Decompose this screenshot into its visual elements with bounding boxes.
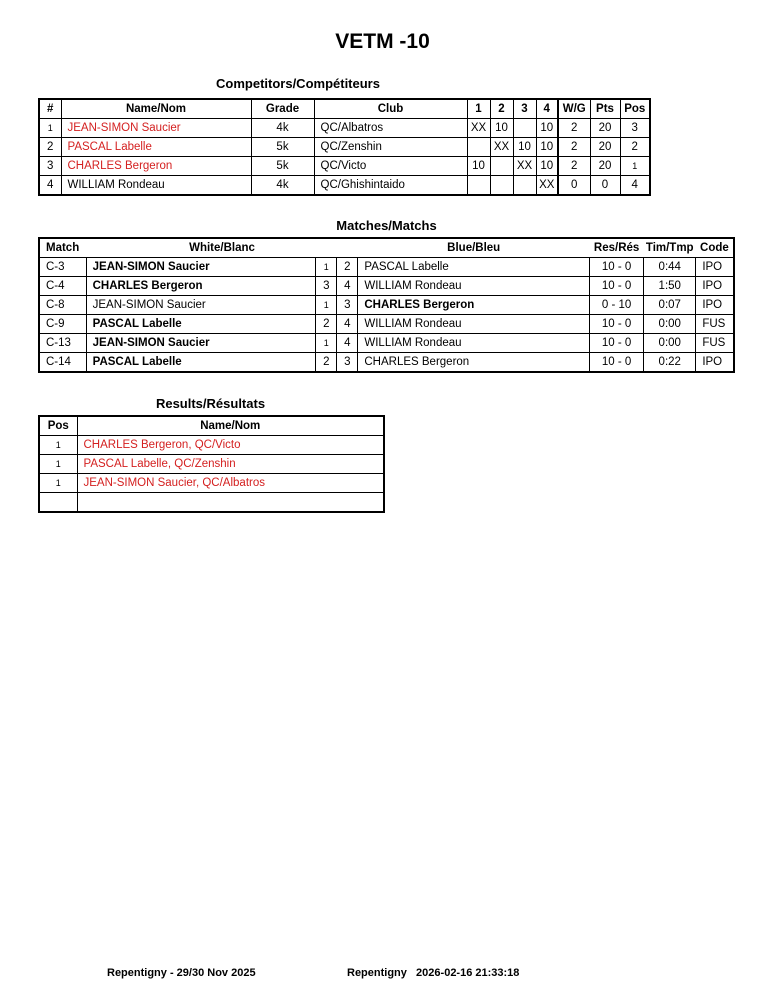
match-row (39, 334, 734, 353)
competitor-name: CHARLES Bergeron (61, 157, 251, 176)
col-blue: Blue/Bleu (358, 238, 590, 258)
competitor-pts: 20 (590, 138, 620, 157)
competitor-r3 (513, 119, 536, 138)
footer-left: Repentigny - 29/30 Nov 2025 (107, 967, 256, 979)
competitor-r2 (490, 176, 513, 196)
competitor-r4: 10 (536, 138, 558, 157)
competitor-pos: 1 (620, 157, 650, 176)
col-result-name: Name/Nom (77, 416, 384, 436)
match-result: 10 - 0 (590, 334, 644, 353)
col-code: Code (696, 238, 734, 258)
competitor-wg: 0 (558, 176, 590, 196)
competitor-r2 (490, 157, 513, 176)
match-white: PASCAL Labelle (86, 315, 316, 334)
matches-table (38, 237, 735, 373)
competitor-grade: 4k (251, 176, 314, 196)
result-row (39, 474, 384, 493)
competitor-club: QC/Zenshin (314, 138, 467, 157)
competitor-pos: 3 (620, 119, 650, 138)
competitors-table (38, 98, 651, 196)
match-result: 10 - 0 (590, 258, 644, 277)
competitor-row (39, 157, 650, 176)
competitor-pts: 20 (590, 119, 620, 138)
match-white-num: 3 (316, 277, 337, 296)
match-white: JEAN-SIMON Saucier (86, 334, 316, 353)
results-heading: Results/Résultats (155, 396, 266, 411)
match-blue: CHARLES Bergeron (358, 296, 590, 315)
col-result-pos: Pos (39, 416, 77, 436)
match-code: IPO (696, 353, 734, 373)
match-result: 0 - 10 (590, 296, 644, 315)
match-blue-num: 4 (337, 315, 358, 334)
match-id: C-13 (39, 334, 86, 353)
competitor-r3: XX (513, 157, 536, 176)
col-club: Club (314, 99, 467, 119)
result-pos: 1 (39, 474, 77, 493)
match-white-num: 2 (316, 315, 337, 334)
result-row (39, 436, 384, 455)
col-r3: 3 (513, 99, 536, 119)
match-code: IPO (696, 296, 734, 315)
competitor-name: WILLIAM Rondeau (61, 176, 251, 196)
competitors-heading: Competitors/Compétiteurs (216, 76, 380, 91)
match-white-num: 1 (316, 334, 337, 353)
result-pos (39, 493, 77, 513)
col-grade: Grade (251, 99, 314, 119)
match-id: C-9 (39, 315, 86, 334)
match-id: C-14 (39, 353, 86, 373)
result-name: JEAN-SIMON Saucier, QC/Albatros (77, 474, 384, 493)
match-result: 10 - 0 (590, 277, 644, 296)
match-time: 0:07 (644, 296, 696, 315)
matches-header-row (39, 238, 734, 258)
result-row (39, 493, 384, 513)
competitor-r3 (513, 176, 536, 196)
result-row (39, 455, 384, 474)
match-time: 1:50 (644, 277, 696, 296)
competitor-grade: 5k (251, 157, 314, 176)
match-row (39, 353, 734, 373)
match-code: FUS (696, 334, 734, 353)
competitor-wg: 2 (558, 138, 590, 157)
match-blue: WILLIAM Rondeau (358, 315, 590, 334)
col-r2: 2 (490, 99, 513, 119)
match-time: 0:22 (644, 353, 696, 373)
match-blue: PASCAL Labelle (358, 258, 590, 277)
competitor-num: 3 (39, 157, 61, 176)
competitor-row (39, 138, 650, 157)
footer-right: Repentigny 2026-02-16 21:33:18 (347, 967, 520, 979)
competitor-r4: XX (536, 176, 558, 196)
result-name: PASCAL Labelle, QC/Zenshin (77, 455, 384, 474)
competitor-grade: 5k (251, 138, 314, 157)
competitor-club: QC/Albatros (314, 119, 467, 138)
match-blue-num: 3 (337, 353, 358, 373)
match-blue-num: 2 (337, 258, 358, 277)
competitor-name: PASCAL Labelle (61, 138, 251, 157)
match-code: FUS (696, 315, 734, 334)
col-r4: 4 (536, 99, 558, 119)
competitor-pos: 2 (620, 138, 650, 157)
competitor-r1 (467, 138, 490, 157)
result-pos: 1 (39, 455, 77, 474)
competitor-grade: 4k (251, 119, 314, 138)
col-match: Match (39, 238, 86, 258)
competitor-r3: 10 (513, 138, 536, 157)
match-result: 10 - 0 (590, 315, 644, 334)
competitor-r1 (467, 176, 490, 196)
match-white: CHARLES Bergeron (86, 277, 316, 296)
competitor-r2: 10 (490, 119, 513, 138)
match-white: JEAN-SIMON Saucier (86, 258, 316, 277)
match-white: JEAN-SIMON Saucier (86, 296, 316, 315)
col-pts: Pts (590, 99, 620, 119)
col-pos: Pos (620, 99, 650, 119)
match-row (39, 315, 734, 334)
competitor-r1: 10 (467, 157, 490, 176)
competitor-r2: XX (490, 138, 513, 157)
match-white: PASCAL Labelle (86, 353, 316, 373)
match-time: 0:00 (644, 315, 696, 334)
match-blue: CHARLES Bergeron (358, 353, 590, 373)
col-r1: 1 (467, 99, 490, 119)
competitor-pts: 0 (590, 176, 620, 196)
match-blue: WILLIAM Rondeau (358, 334, 590, 353)
match-time: 0:44 (644, 258, 696, 277)
page-title: VETM -10 (335, 30, 430, 53)
competitor-pos: 4 (620, 176, 650, 196)
match-row (39, 296, 734, 315)
match-code: IPO (696, 258, 734, 277)
match-row (39, 258, 734, 277)
result-pos: 1 (39, 436, 77, 455)
competitor-wg: 2 (558, 119, 590, 138)
matches-heading: Matches/Matchs (336, 218, 437, 233)
competitor-num: 2 (39, 138, 61, 157)
competitor-num: 1 (39, 119, 61, 138)
match-white-num: 2 (316, 353, 337, 373)
competitor-club: QC/Ghishintaido (314, 176, 467, 196)
competitor-num: 4 (39, 176, 61, 196)
results-table (38, 415, 385, 513)
competitor-pts: 20 (590, 157, 620, 176)
match-id: C-3 (39, 258, 86, 277)
match-id: C-8 (39, 296, 86, 315)
col-wg: W/G (558, 99, 590, 119)
col-time: Tim/Tmp (644, 238, 696, 258)
col-res: Res/Rés (590, 238, 644, 258)
col-num: # (39, 99, 61, 119)
competitors-header-row (39, 99, 650, 119)
match-result: 10 - 0 (590, 353, 644, 373)
competitor-row (39, 119, 650, 138)
competitor-r1: XX (467, 119, 490, 138)
match-blue-num: 3 (337, 296, 358, 315)
col-white: White/Blanc (86, 238, 358, 258)
match-blue-num: 4 (337, 277, 358, 296)
competitor-club: QC/Victo (314, 157, 467, 176)
match-white-num: 1 (316, 258, 337, 277)
result-name: CHARLES Bergeron, QC/Victo (77, 436, 384, 455)
competitor-row (39, 176, 650, 196)
match-code: IPO (696, 277, 734, 296)
match-row (39, 277, 734, 296)
col-name: Name/Nom (61, 99, 251, 119)
match-blue-num: 4 (337, 334, 358, 353)
match-white-num: 1 (316, 296, 337, 315)
match-blue: WILLIAM Rondeau (358, 277, 590, 296)
competitor-r4: 10 (536, 119, 558, 138)
competitor-r4: 10 (536, 157, 558, 176)
match-time: 0:00 (644, 334, 696, 353)
match-id: C-4 (39, 277, 86, 296)
result-name (77, 493, 384, 513)
competitor-name: JEAN-SIMON Saucier (61, 119, 251, 138)
competitor-wg: 2 (558, 157, 590, 176)
results-header-row (39, 416, 384, 436)
